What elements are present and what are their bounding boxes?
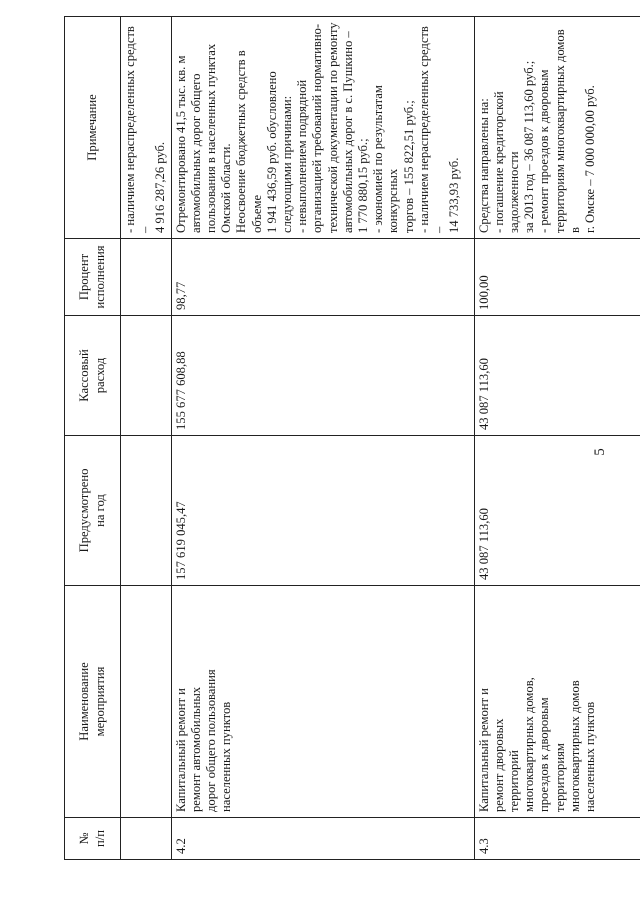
row-note: Отремонтировано 41,5 тыс. кв. м автомобильных дорог общего пользования в населенных пунктах Омской области. Неосвоение бюджетных средств в объеме 1 941 436,59 руб. обусловлено следующими причинами: - невыполнением подрядной организацией требований нормативно- технической документации по ремонту автомобильных дорог в с. Пушкино – 1 770 880,15 руб.; - экономией по результатам конкурсных торгов – 155 822,51 руб.; - наличием нераспределенных средств – 14 733,93 руб. [171,17,474,239]
row-spent: 43 087 113,60 [474,316,640,436]
continuation-row [121,17,172,860]
cell-empty [121,436,172,586]
header-spent: Кассовый расход [65,316,121,436]
header-planned: Предусмотрено на год [65,436,121,586]
cell-empty [121,818,172,860]
table-row [171,17,474,860]
row-percent: 100,00 [474,239,640,316]
cell-empty [121,316,172,436]
row-percent: 98,77 [171,239,474,316]
cell-empty [121,239,172,316]
row-spent: 155 677 608,88 [171,316,474,436]
page-number: 5 [592,448,608,456]
row-name: Капитальный ремонт и ремонт дворовых территорий многоквартирных домов, проездов к дворовым территориям многоквартирных домов населенных пунктов [474,586,640,818]
table-header-row [65,17,121,860]
header-name: Наименование мероприятия [65,586,121,818]
continuation-note: - наличием нераспределенных средств – 4 916 287,26 руб. [121,17,172,239]
header-no: № п/п [65,818,121,860]
row-name: Капитальный ремонт и ремонт автомобильных дорог общего пользования населенных пунктов [171,586,474,818]
execution-table [64,16,640,860]
row-number: 4.3 [474,818,640,860]
row-number: 4.2 [171,818,474,860]
row-note: Средства направлены на: - погашение кредиторской задолженности за 2013 год – 36 087 113,60 руб.; - ремонт проездов к дворовым территориям многоквартирных домов в г. Омске – 7 000 000,00 руб. [474,17,640,239]
table-row [474,17,640,860]
row-planned: 43 087 113,60 [474,436,640,586]
cell-empty [121,586,172,818]
header-percent: Процент исполнения [65,239,121,316]
row-planned: 157 619 045,47 [171,436,474,586]
header-note: Примечание [65,17,121,239]
